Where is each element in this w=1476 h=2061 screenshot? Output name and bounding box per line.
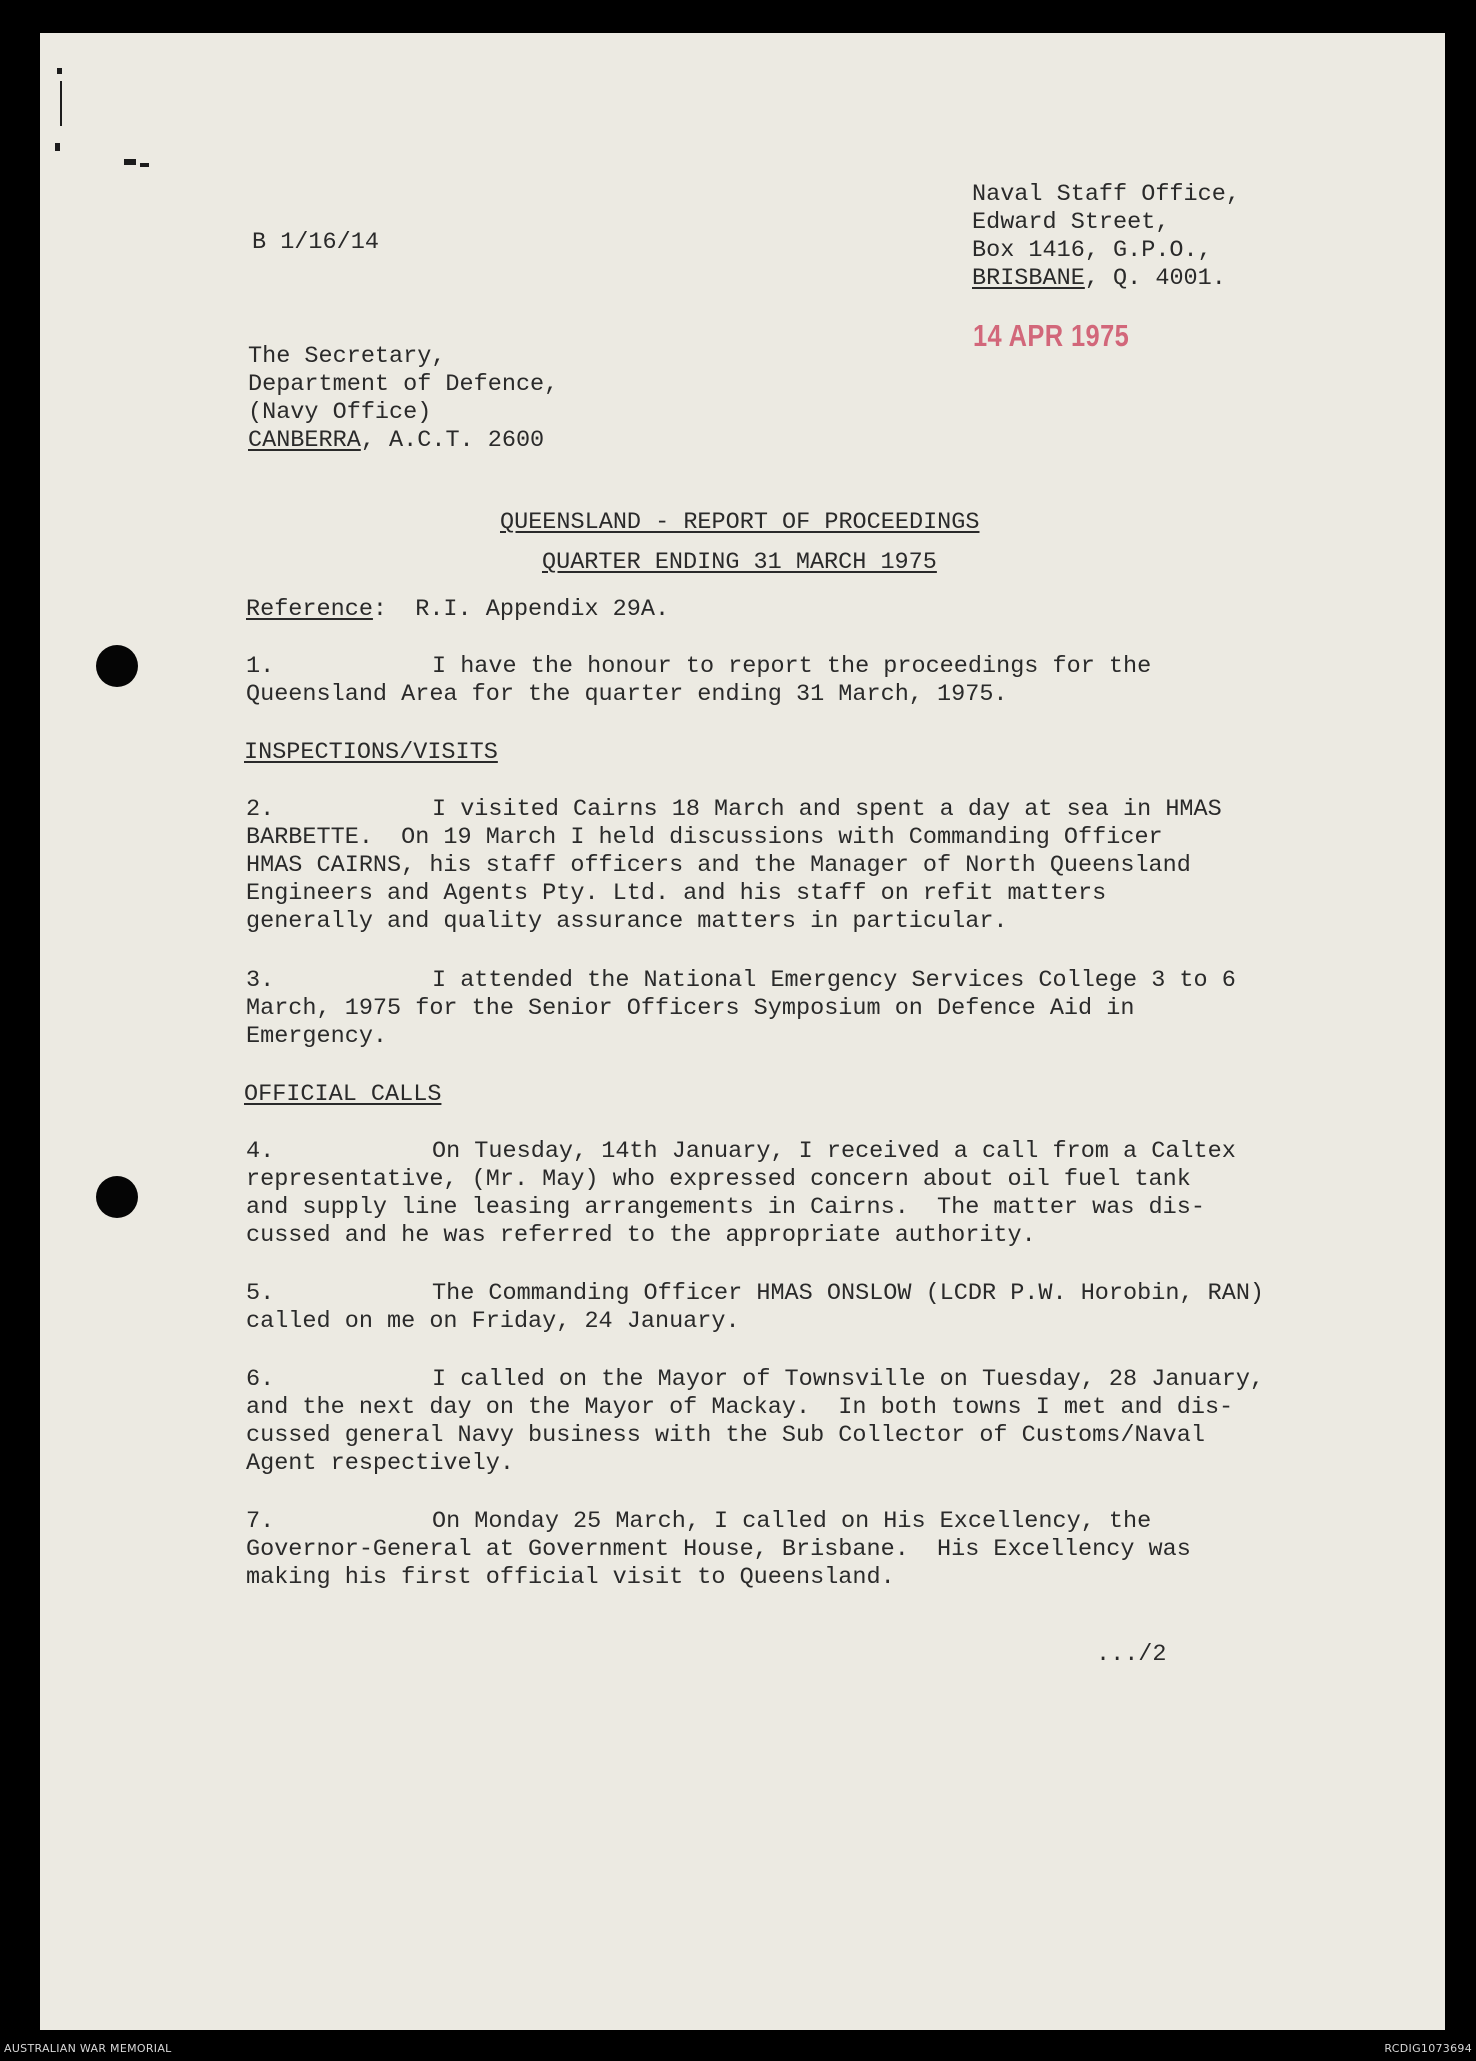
paragraph-line: Engineers and Agents Pty. Ltd. and his staff on refit matters [246,880,1107,907]
staple-mark [55,143,60,151]
punch-hole [96,1176,138,1218]
recipient-city: CANBERRA [248,427,361,454]
address-line: Box 1416, G.P.O., [972,237,1212,264]
punch-hole [96,645,138,687]
paragraph-number: 2. [246,796,275,823]
recipient-line: Department of Defence, [248,371,559,398]
footer-archive-name: AUSTRALIAN WAR MEMORIAL [4,2042,172,2055]
address-line: Edward Street, [972,209,1170,236]
staple-mark [60,81,62,126]
date-stamp: 14 APR 1975 [973,318,1130,353]
paragraph-number: 7. [246,1508,275,1535]
file-reference: B 1/16/14 [252,229,379,256]
paragraph-line: March, 1975 for the Senior Officers Symposium on Defence Aid in [246,995,1135,1022]
footer-record-id: RCDIG1073694 [1384,2042,1472,2055]
paragraph-line: cussed and he was referred to the appropriate authority. [246,1222,1036,1249]
letter-page [40,33,1445,2030]
paragraph-line: BARBETTE. On 19 March I held discussions with Commanding Officer [246,824,1163,851]
paragraph-line: I called on the Mayor of Townsville on Tuesday, 28 January, [432,1366,1265,1393]
paragraph-line: Queensland Area for the quarter ending 31 March, 1975. [246,681,1008,708]
paragraph-number: 5. [246,1280,275,1307]
recipient-line: The Secretary, [248,343,446,370]
reference-label: Reference [246,596,373,623]
address-city-line [972,265,1226,293]
section-heading-inspections: INSPECTIONS/VISITS [244,739,498,766]
address-line: Naval Staff Office, [972,181,1240,208]
paragraph-number: 6. [246,1366,275,1393]
staple-mark [57,68,62,74]
paragraph-line: and supply line leasing arrangements in Cairns. The matter was dis- [246,1194,1205,1221]
paragraph-line: On Monday 25 March, I called on His Excellency, the [432,1508,1152,1535]
paragraph-line: I attended the National Emergency Services College 3 to 6 [432,967,1236,994]
recipient-line: (Navy Office) [248,399,432,426]
reference-value: : R.I. Appendix 29A. [372,596,670,623]
recipient-city-line [248,427,544,455]
paragraph-number: 1. [246,653,275,680]
address-city: BRISBANE [972,265,1085,292]
report-title: QUEENSLAND - REPORT OF PROCEEDINGS [500,509,980,536]
paragraph-line: Governor-General at Government House, Brisbane. His Excellency was [246,1536,1191,1563]
report-subtitle: QUARTER ENDING 31 MARCH 1975 [542,549,937,576]
paragraph-line: making his first official visit to Queensland. [246,1564,895,1591]
paragraph-line: representative, (Mr. May) who expressed concern about oil fuel tank [246,1166,1191,1193]
paragraph-line: I have the honour to report the proceedings for the [432,653,1152,680]
address-postcode: , Q. 4001. [1084,265,1226,292]
section-heading-official-calls: OFFICIAL CALLS [244,1081,442,1108]
paragraph-line: Agent respectively. [246,1450,514,1477]
staple-mark [124,159,136,165]
paragraph-line: cussed general Navy business with the Sub Collector of Customs/Naval [246,1422,1205,1449]
reference-line [246,596,669,624]
paragraph-line: generally and quality assurance matters in particular. [246,908,1008,935]
paragraph-line: Emergency. [246,1023,388,1050]
recipient-postcode: , A.C.T. 2600 [360,427,545,454]
paragraph-line: HMAS CAIRNS, his staff officers and the Manager of North Queensland [246,852,1191,879]
paragraph-line: called on me on Friday, 24 January. [246,1308,740,1335]
paragraph-line: The Commanding Officer HMAS ONSLOW (LCDR P.W. Horobin, RAN) [432,1280,1265,1307]
page-continuation: .../2 [1096,1641,1167,1668]
paragraph-number: 3. [246,967,275,994]
paragraph-line: I visited Cairns 18 March and spent a day at sea in HMAS [432,796,1222,823]
paragraph-line: On Tuesday, 14th January, I received a call from a Caltex [432,1138,1236,1165]
paragraph-line: and the next day on the Mayor of Mackay. In both towns I met and dis- [246,1394,1234,1421]
staple-mark [140,163,149,167]
paragraph-number: 4. [246,1138,275,1165]
